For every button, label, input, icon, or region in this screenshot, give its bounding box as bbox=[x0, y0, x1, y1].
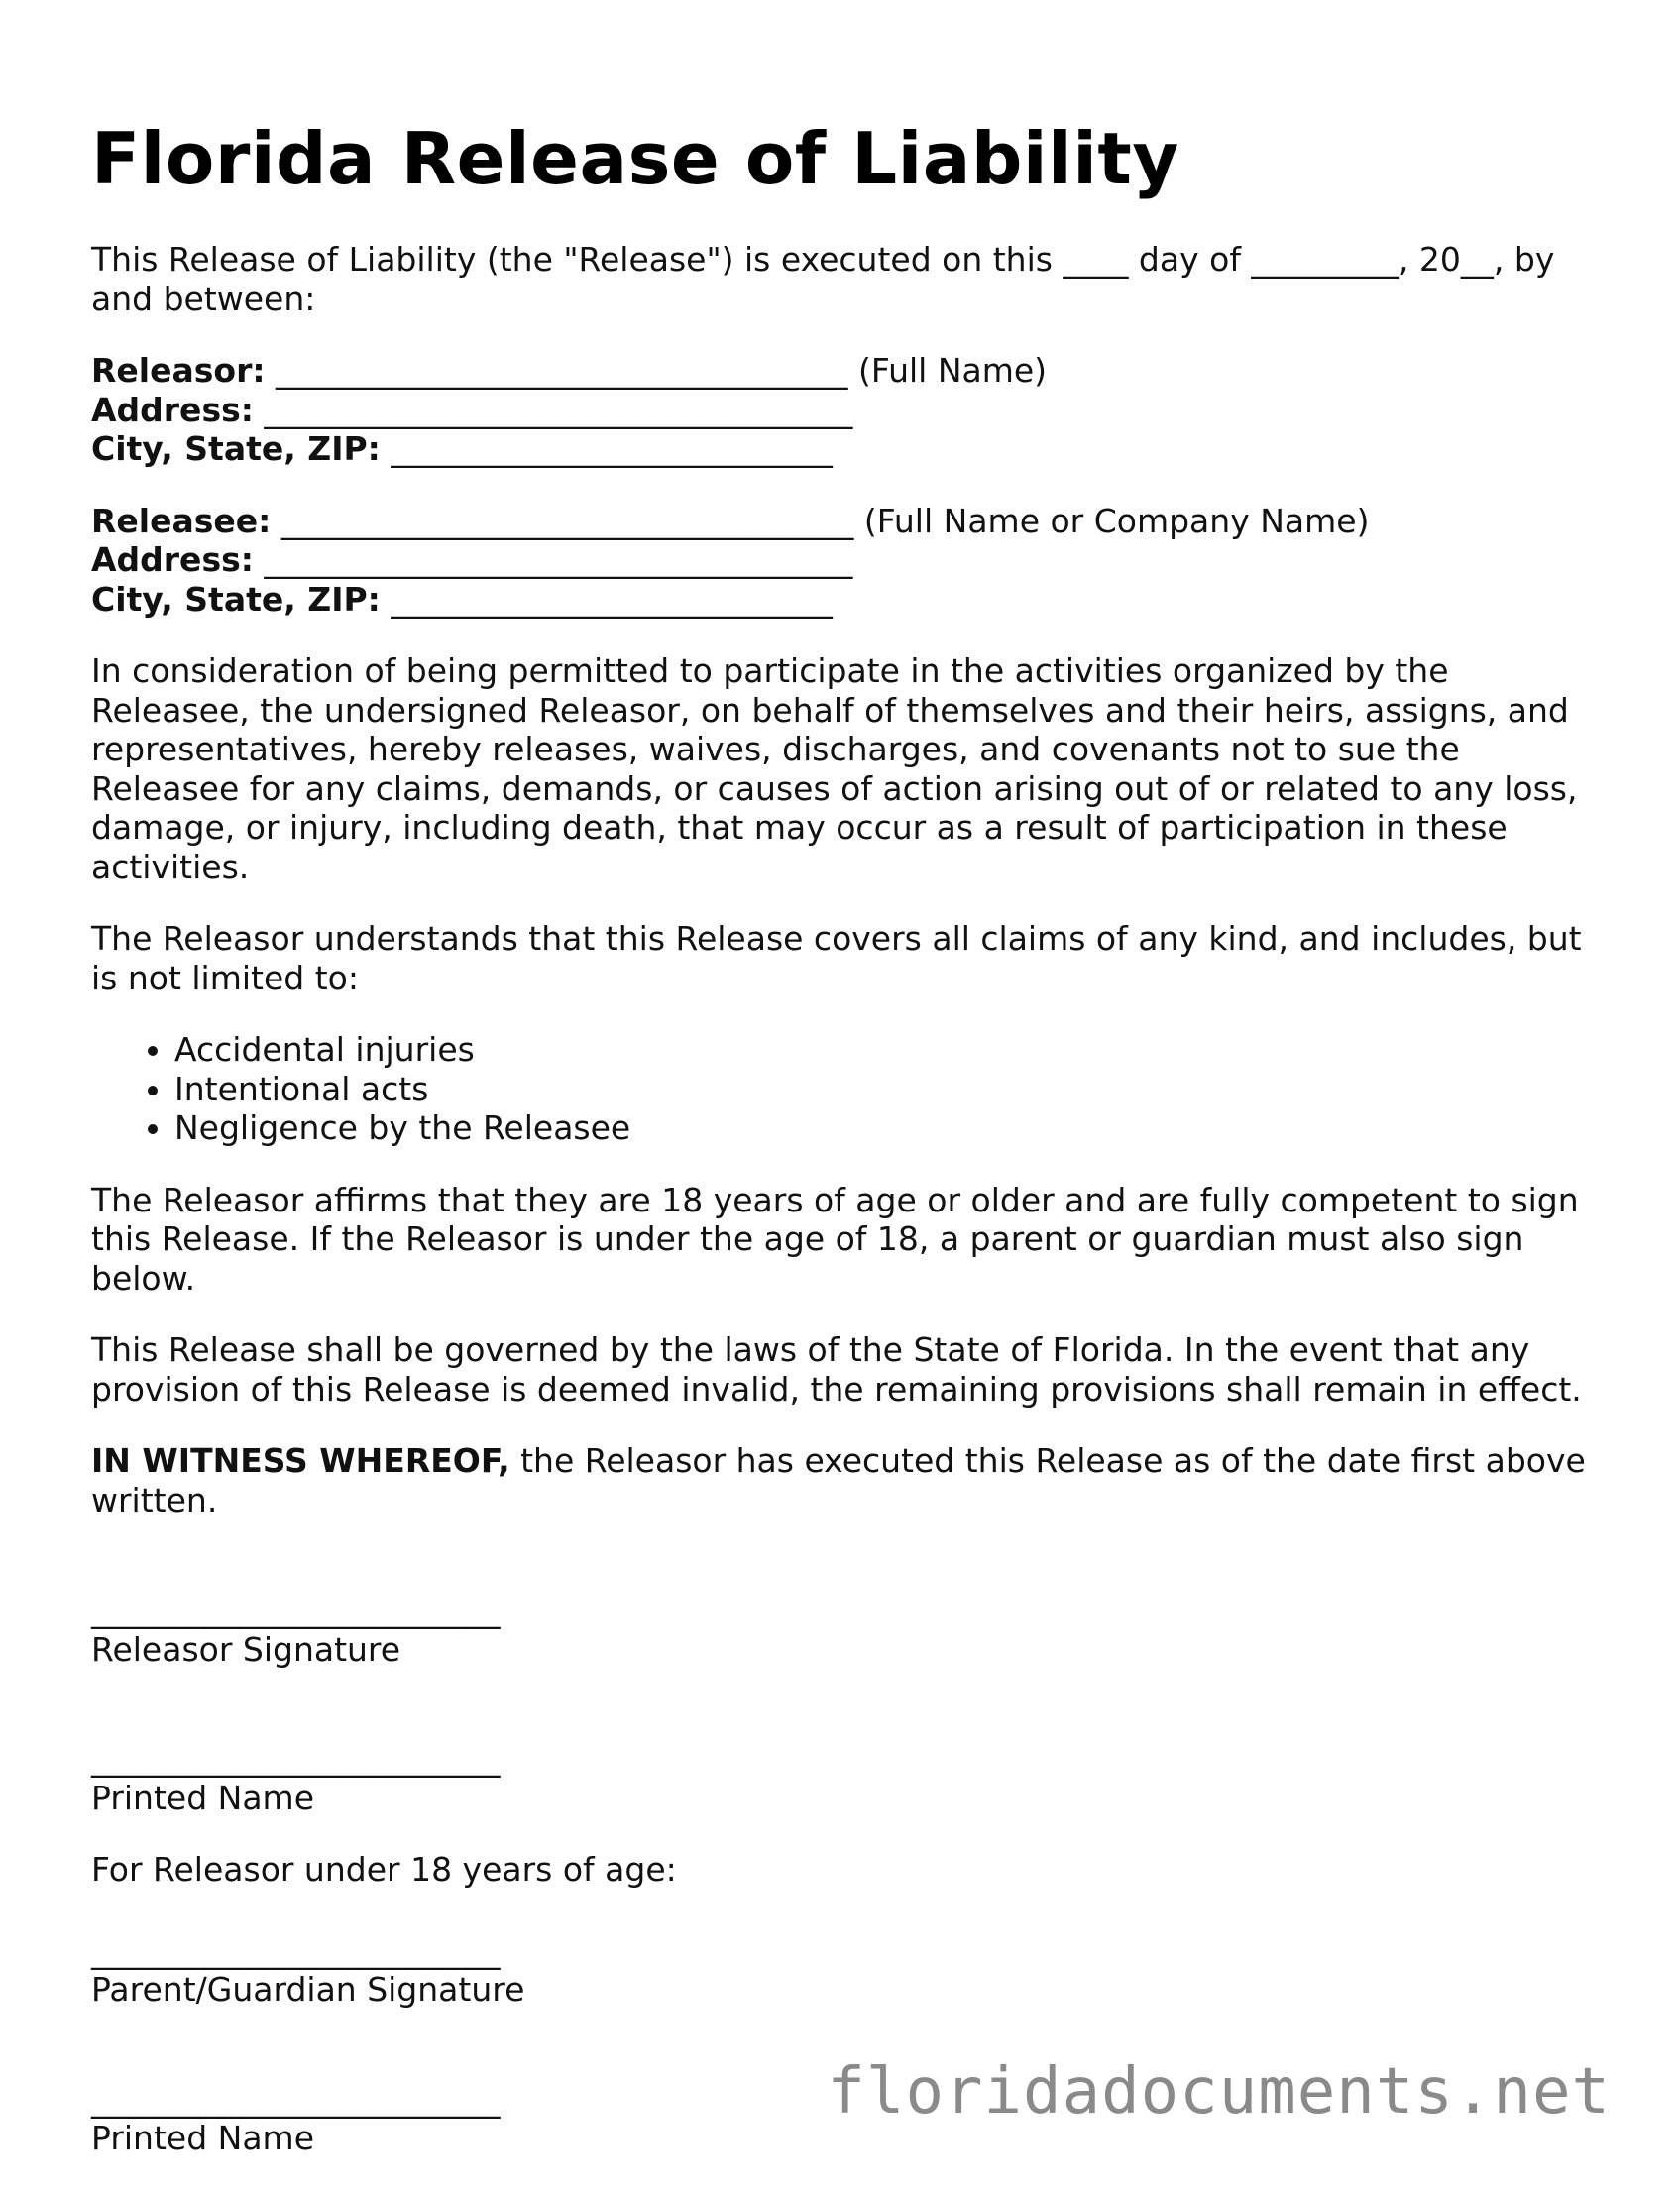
covered-claims-list bbox=[91, 1030, 1608, 1148]
guardian-printed-name-line[interactable]: _________________________ bbox=[91, 2079, 501, 2119]
guardian-printed-name-label: Printed Name bbox=[91, 2119, 315, 2157]
releasor-city-label: City, State, ZIP: bbox=[91, 429, 381, 468]
releasor-address-blank[interactable]: ____________________________________ bbox=[253, 390, 853, 429]
age-paragraph: The Releasor affirms that they are 18 years of age or older and are fully competent to sign this Release. If the Releasor is under the age of 18, a parent or guardian must also sign below. bbox=[91, 1180, 1579, 1298]
releasee-city-blank[interactable]: ___________________________ bbox=[380, 579, 833, 619]
releasor-signature-label: Releasor Signature bbox=[91, 1629, 401, 1669]
intro-paragraph: This Release of Liability (the "Release") is executed on this ____ day of _________, 20__, by and between: bbox=[91, 240, 1555, 318]
releasor-signature-line[interactable]: _________________________ bbox=[91, 1590, 501, 1629]
releasor-city-row bbox=[91, 429, 1608, 469]
releasee-address-row bbox=[91, 540, 1608, 580]
minor-heading: For Releasor under 18 years of age: bbox=[91, 1850, 677, 1889]
releasee-city-row bbox=[91, 580, 1608, 620]
document-title: Florida Release of Liability bbox=[91, 117, 1179, 200]
releasor-address-label: Address: bbox=[91, 390, 254, 429]
releasee-fields bbox=[91, 502, 1608, 620]
witness-paragraph bbox=[91, 1441, 1608, 1520]
list-item: • Accidental injuries bbox=[174, 1030, 1608, 1070]
consideration-paragraph: In consideration of being permitted to participate in the activities organized by the Releasee, the undersigned Releasor, on behalf of themselves and their heirs, assigns, and representatives, hereby releases, waives, discharges, and covenants not to sue the Releasee for any claims, demands, or causes of action arising out of or related to any loss, damage, or injury, including death, that may occur as a result of participation in these activities. bbox=[91, 651, 1578, 886]
releasor-name-note: (Full Name) bbox=[858, 351, 1048, 390]
releasee-address-blank[interactable]: ____________________________________ bbox=[253, 540, 853, 579]
releasee-city-label: City, State, ZIP: bbox=[91, 579, 381, 619]
list-item: • Intentional acts bbox=[174, 1070, 1608, 1109]
releasor-printed-block bbox=[91, 1701, 1608, 1817]
releasee-name-row bbox=[91, 502, 1608, 541]
covers-paragraph: The Releasor understands that this Release covers all claims of any kind, and includes, but is not limited to: bbox=[91, 919, 1582, 997]
guardian-signature-line[interactable]: _________________________ bbox=[91, 1930, 501, 1970]
releasor-city-blank[interactable]: ___________________________ bbox=[380, 429, 833, 468]
witness-text: the Releasor has executed this Release as of the date first above written. bbox=[91, 1441, 1586, 1520]
releasor-printed-name-line[interactable]: _________________________ bbox=[91, 1739, 501, 1778]
releasor-fields bbox=[91, 351, 1608, 469]
guardian-signature-label: Parent/Guardian Signature bbox=[91, 1970, 525, 2009]
document-body bbox=[91, 240, 1608, 2191]
releasor-address-row bbox=[91, 391, 1608, 430]
watermark: floridadocuments.net bbox=[827, 2055, 1611, 2129]
governing-law-paragraph: This Release shall be governed by the laws of the State of Florida. In the event that any provision of this Release is deemed invalid, the remaining provisions shall remain in effect. bbox=[91, 1330, 1582, 1409]
guardian-signature-block bbox=[91, 1894, 1608, 2010]
releasor-name-label: Releasor: bbox=[91, 351, 266, 390]
releasor-printed-name-label: Printed Name bbox=[91, 1778, 315, 1817]
releasor-signature-block bbox=[91, 1553, 1608, 1669]
releasee-name-label: Releasee: bbox=[91, 501, 272, 540]
releasee-name-blank[interactable]: ___________________________________ bbox=[271, 501, 864, 540]
witness-heading: IN WITNESS WHEREOF, bbox=[91, 1441, 510, 1480]
list-item: • Negligence by the Releasee bbox=[174, 1108, 1608, 1148]
releasor-name-row bbox=[91, 351, 1608, 391]
releasee-address-label: Address: bbox=[91, 540, 254, 579]
releasor-name-blank[interactable]: ___________________________________ bbox=[265, 351, 859, 390]
releasee-name-note: (Full Name or Company Name) bbox=[863, 501, 1370, 540]
